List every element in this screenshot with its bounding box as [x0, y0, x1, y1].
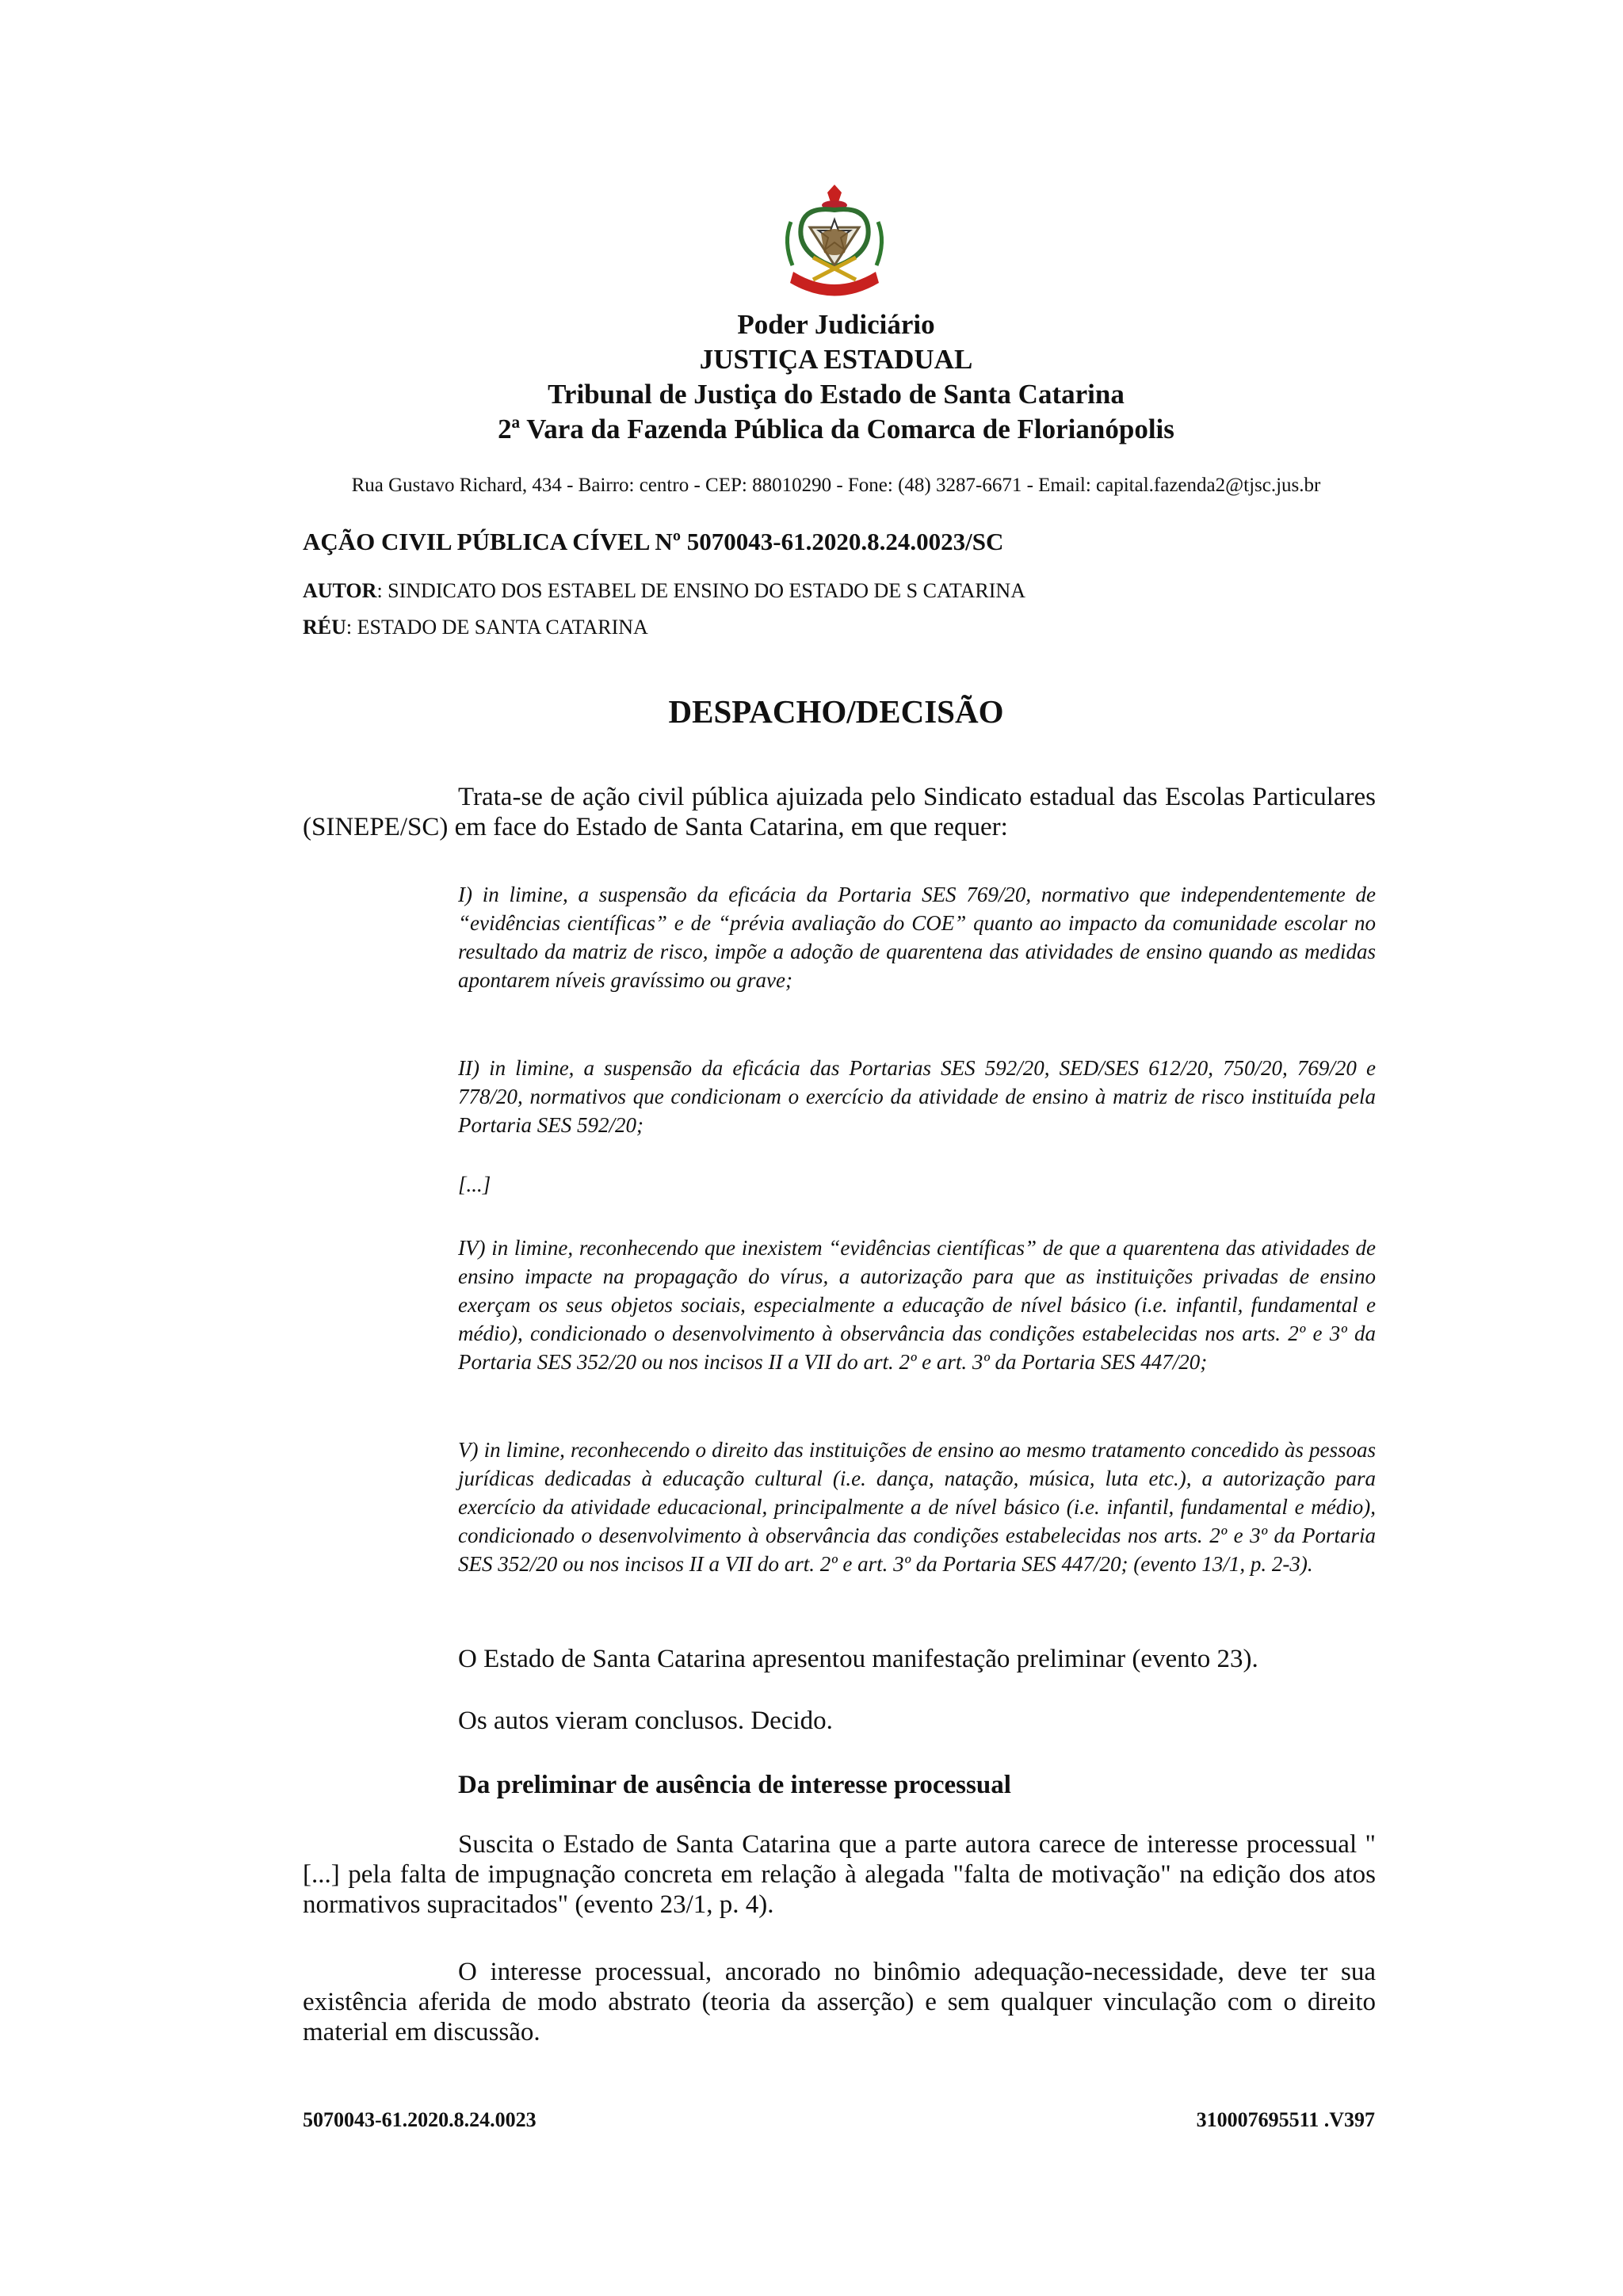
party-reu	[303, 614, 648, 641]
autor-label: AUTOR	[303, 579, 377, 602]
document-title: DESPACHO/DECISÃO	[668, 693, 1004, 730]
party-autor	[303, 578, 1025, 605]
paragraph-interesse	[303, 1957, 1376, 2047]
reu-value: : ESTADO DE SANTA CATARINA	[346, 616, 648, 639]
section-heading: Da preliminar de ausência de interesse processual	[458, 1771, 1011, 1799]
header-line-tribunal: Tribunal de Justiça do Estado de Santa Catarina	[548, 379, 1125, 410]
header-line-poder: Poder Judiciário	[737, 309, 935, 340]
paragraph-suscita-text: Suscita o Estado de Santa Catarina que a parte autora carece de interesse processual "[...] pela falta de impugnação concreta em relação à alegada "falta de motivação" na edição dos atos normativos supracitados" (evento 23/1, p. 4).	[303, 1830, 1376, 1919]
santa-catarina-coat-of-arms-icon	[773, 178, 896, 309]
court-address: Rua Gustavo Richard, 434 - Bairro: centro - CEP: 88010290 - Fone: (48) 3287-6671 - Email: capital.fazenda2@tjsc.jus.br	[351, 475, 1321, 496]
footer-document-code: 310007695511 .V397	[1196, 2108, 1375, 2131]
reu-label: RÉU	[303, 616, 346, 639]
quote-item-1: I) in limine, a suspensão da eficácia da Portaria SES 769/20, normativo que independentemente de “evidências científicas” e de “prévia avaliação do COE” quanto ao impacto da comunidade escolar no resultado da matriz de risco, impõe a adoção de quarentena das atividades de ensino quando as medidas apontarem níveis gravíssimo ou grave;	[458, 883, 1376, 992]
court-header	[301, 307, 1371, 447]
autor-value: : SINDICATO DOS ESTABEL DE ENSINO DO ESTADO DE S CATARINA	[376, 579, 1025, 602]
paragraph-conclusos: Os autos vieram conclusos. Decido.	[458, 1707, 833, 1735]
process-title: AÇÃO CIVIL PÚBLICA CÍVEL Nº 5070043-61.2020.8.24.0023/SC	[303, 528, 1004, 555]
paragraph-intro-text: Trata-se de ação civil pública ajuizada pelo Sindicato estadual das Escolas Particulares (SINEPE/SC) em face do Estado de Santa Catarina, em que requer:	[303, 783, 1376, 841]
paragraph-manifestacao: O Estado de Santa Catarina apresentou manifestação preliminar (evento 23).	[458, 1645, 1258, 1673]
paragraph-interesse-text: O interesse processual, ancorado no binômio adequação-necessidade, deve ter sua existência aferida de modo abstrato (teoria da asserção) e sem qualquer vinculação com o direito material em discussão.	[303, 1958, 1376, 2046]
header-line-justica: JUSTIÇA ESTADUAL	[699, 344, 973, 375]
quote-item-2: II) in limine, a suspensão da eficácia das Portarias SES 592/20, SED/SES 612/20, 750/20, 769/20 e 778/20, normativos que condicionam o exercício da atividade de ensino à matriz de risco instituída pela Portaria SES 592/20;	[458, 1056, 1376, 1137]
paragraph-suscita	[303, 1829, 1376, 1920]
quote-ellipsis: [...]	[458, 1173, 491, 1196]
header-line-vara: 2ª Vara da Fazenda Pública da Comarca de Florianópolis	[498, 414, 1174, 444]
quote-item-4: IV) in limine, reconhecendo que inexistem “evidências científicas” de que a quarentena das atividades de ensino impacte na propagação do vírus, a autorização para que as instituições privadas de ensino exerçam os seus objetos sociais, especialmente a educação de nível básico (i.e. infantil, fundamental e médio), condicionado o desenvolvimento à observância das condições estabelecidas nos arts. 2º e 3º da Portaria SES 352/20 ou nos incisos II a VII do art. 2º e art. 3º da Portaria SES 447/20;	[458, 1236, 1376, 1374]
quote-item-5: V) in limine, reconhecendo o direito das instituições de ensino ao mesmo tratamento concedido às pessoas jurídicas dedicadas à educação cultural (i.e. dança, natação, música, luta etc.), a autorização para exercício da atividade educacional, principalmente a de nível básico (i.e. infantil, fundamental e médio), condicionado o desenvolvimento à observância das condições estabelecidas nos arts. 2º e 3º da Portaria SES 352/20 ou nos incisos II a VII do art. 2º e art. 3º da Portaria SES 447/20; (evento 13/1, p. 2-3).	[458, 1438, 1376, 1576]
paragraph-intro	[303, 782, 1376, 842]
footer-process-number: 5070043-61.2020.8.24.0023	[303, 2108, 537, 2131]
